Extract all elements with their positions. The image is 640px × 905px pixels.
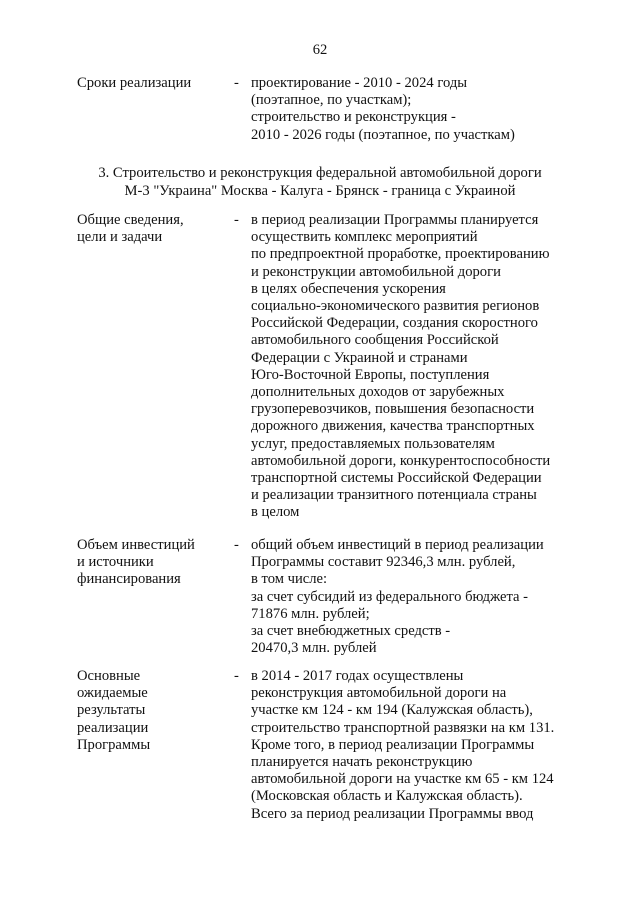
results-label <box>77 668 227 754</box>
heading-line: М-3 "Украина" Москва - Калуга - Брянск - граница с Украиной <box>124 183 516 199</box>
text-line: социально-экономического развития регионов <box>251 298 540 315</box>
text-line: Федерации с Украиной и странами <box>251 349 468 366</box>
heading-line: 3. Строительство и реконструкция федеральной автомобильной дороги <box>98 165 542 181</box>
text-line: в период реализации Программы планируется <box>251 212 539 228</box>
text-line: Российской Федерации, создания скоростного <box>251 315 538 332</box>
text-line: транспортной системы Российской Федерации <box>251 470 542 487</box>
dash-separator: - <box>234 212 239 228</box>
text-line: (Московская область и Калужская область). <box>251 788 523 805</box>
terms-text <box>251 75 581 144</box>
text-line: за счет субсидий из федерального бюджета - <box>251 588 529 605</box>
text-line: услуг, предоставляемых пользователям <box>251 435 495 452</box>
text-line: 2010 - 2026 годы (поэтапное, по участкам) <box>251 126 515 143</box>
general-text <box>251 212 581 522</box>
text-line: Всего за период реализации Программы ввод <box>251 805 534 822</box>
text-line: 20470,3 млн. рублей <box>251 640 377 657</box>
label-line: ожидаемые <box>77 685 148 702</box>
label-line: финансирования <box>77 571 181 588</box>
text-line: в 2014 - 2017 годах осуществлены <box>251 668 464 684</box>
section-heading <box>0 164 640 200</box>
label-line: Объем инвестиций <box>77 537 195 553</box>
text-line: грузоперевозчиков, повышения безопасности <box>251 401 535 418</box>
text-line: в целом <box>251 504 300 521</box>
text-line: Кроме того, в период реализации Программы <box>251 736 535 753</box>
terms-label <box>77 75 227 92</box>
text-line: строительство транспортной развязки на км 131. <box>251 719 555 736</box>
text-line: планируется начать реконструкцию <box>251 754 473 771</box>
text-line: Юго-Восточной Европы, поступления <box>251 366 490 383</box>
label-line: реализации <box>77 719 149 736</box>
text-line: (поэтапное, по участкам); <box>251 92 412 109</box>
dash-separator: - <box>234 75 239 91</box>
label-line: Сроки реализации <box>77 75 192 91</box>
label-line: результаты <box>77 702 146 719</box>
text-line: реконструкция автомобильной дороги на <box>251 685 507 702</box>
text-line: автомобильного сообщения Российской <box>251 332 499 349</box>
text-line: дополнительных доходов от зарубежных <box>251 384 505 401</box>
label-line: Основные <box>77 668 141 684</box>
text-line: 71876 млн. рублей; <box>251 605 370 622</box>
label-line: цели и задачи <box>77 229 163 246</box>
text-line: автомобильной дороги на участке км 65 - км 124 <box>251 771 554 788</box>
text-line: и реконструкции автомобильной дороги <box>251 263 501 280</box>
text-line: проектирование - 2010 - 2024 годы <box>251 75 468 91</box>
text-line: по предпроектной проработке, проектированию <box>251 246 550 263</box>
dash-separator: - <box>234 668 239 684</box>
page-number: 62 <box>312 42 328 58</box>
text-line: строительство и реконструкция - <box>251 109 456 126</box>
text-line: участке км 124 - км 194 (Калужская область), <box>251 702 533 719</box>
text-line: автомобильной дороги, конкурентоспособности <box>251 452 551 469</box>
investment-label <box>77 537 227 589</box>
investment-text <box>251 537 581 657</box>
label-line: Общие сведения, <box>77 212 184 228</box>
text-line: за счет внебюджетных средств - <box>251 623 451 640</box>
text-line: и реализации транзитного потенциала страны <box>251 487 537 504</box>
text-line: осуществить комплекс мероприятий <box>251 229 478 246</box>
text-line: дорожного движения, качества транспортных <box>251 418 535 435</box>
dash-separator: - <box>234 537 239 553</box>
label-line: Программы <box>77 736 151 753</box>
text-line: в том числе: <box>251 571 328 588</box>
label-line: и источники <box>77 554 154 571</box>
text-line: Программы составит 92346,3 млн. рублей, <box>251 554 516 571</box>
text-line: общий объем инвестиций в период реализации <box>251 537 544 553</box>
general-label <box>77 212 227 246</box>
results-text <box>251 668 581 823</box>
text-line: в целях обеспечения ускорения <box>251 280 446 297</box>
